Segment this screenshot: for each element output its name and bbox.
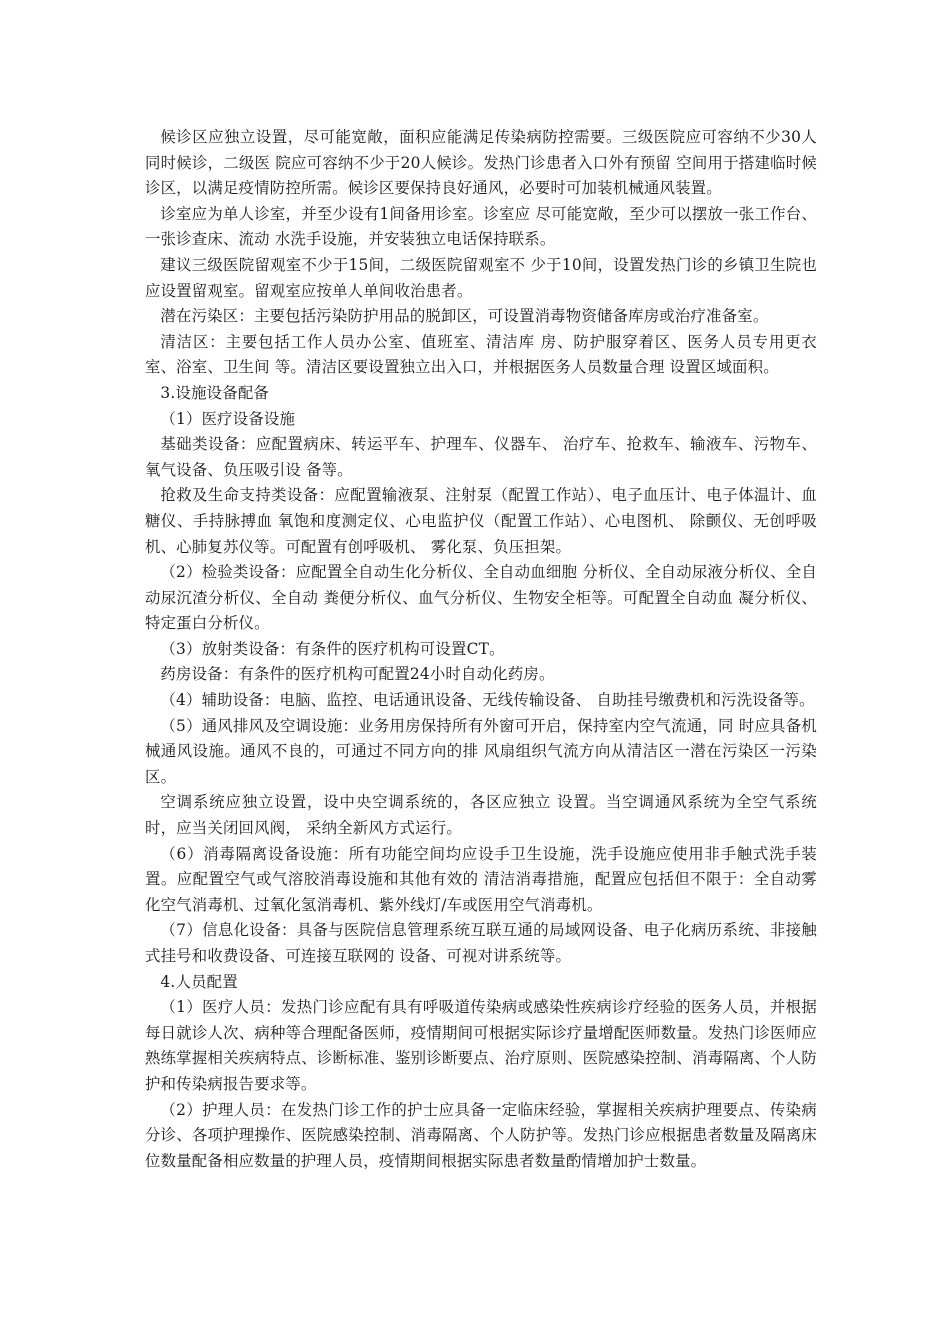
paragraph-radiology-equipment: （3）放射类设备：有条件的医疗机构可设置CT。 (160, 639, 505, 658)
paragraph-information-equipment: （7）信息化设备：具备与医院信息管理系统互联互通的局域网设备、电子化病历系统、非接触式挂号和收费设备、可连接互联网的 设备、可视对讲系统等。 (145, 921, 817, 965)
paragraph-waiting-area: 候诊区应独立设置，尽可能宽敞，面积应能满足传染病防控需要。三级医院应可容纳不少30人同时候诊，二级医 院应可容纳不少于20人候诊。发热门诊患者入口外有预留 空间用于搭建临时候诊区，以满足疫情防控所需。候诊区要保持良好通风，必要时可加装机械通风装置。 (145, 128, 817, 198)
subheading-medical-equipment: （1）医疗设备设施 (160, 409, 296, 428)
paragraph-disinfection: （6）消毒隔离设备设施：所有功能空间均应设手卫生设施，洗手设施应使用非手触式洗手装置。应配置空气或气溶胶消毒设施和其他有效的 清洁消毒措施，配置应包括但不限于：全自动雾化空气消毒机、过氧化氢消毒机、紫外线灯/车或医用空气消毒机。 (145, 844, 817, 914)
paragraph-lab-equipment: （2）检验类设备：应配置全自动生化分析仪、全自动血细胞 分析仪、全自动尿液分析仪、全自动尿沉渣分析仪、全自动 粪便分析仪、血气分析仪、生物安全柜等。可配置全自动血 凝分析仪、特定蛋白分析仪。 (145, 563, 817, 633)
paragraph-potential-contamination-zone: 潜在污染区：主要包括污染防护用品的脱卸区，可设置消毒物资储备库房或治疗准备室。 (160, 307, 769, 326)
document-page (145, 125, 817, 1174)
paragraph-consult-room: 诊室应为单人诊室，并至少设有1间备用诊室。诊室应 尽可能宽敞，至少可以摆放一张工作台、一张诊查床、流动 水洗手设施，并安装独立电话保持联系。 (145, 204, 817, 249)
paragraph-nursing-staff: （2）护理人员：在发热门诊工作的护士应具备一定临床经验，掌握相关疾病护理要点、传染病分诊、各项护理操作、医院感染控制、消毒隔离、个人防护等。发热门诊应根据患者数量及隔离床位数量配备相应数量的护理人员，疫情期间根据实际患者数量酌情增加护士数量。 (145, 1100, 817, 1170)
paragraph-medical-staff: （1）医疗人员：发热门诊应配有具有呼吸道传染病或感染性疾病诊疗经验的医务人员，并根据每日就诊人次、病种等合理配备医师，疫情期间可根据实际诊疗量增配医师数量。发热门诊医师应熟练掌握相关疾病特点、诊断标准、鉴别诊断要点、治疗原则、医院感染控制、消毒隔离、个人防护和传染病报告要求等。 (145, 998, 817, 1093)
paragraph-basic-equipment: 基础类设备：应配置病床、转运平车、护理车、仪器车、 治疗车、抢救车、输液车、污物车、氧气设备、负压吸引设 备等。 (145, 435, 817, 479)
paragraph-ventilation: （5）通风排风及空调设施：业务用房保持所有外窗可开启，保持室内空气流通，同 时应具备机械通风设施。通风不良的，可通过不同方向的排 风扇组织气流方向从清洁区一潜在污染区一污染区。 (145, 716, 817, 786)
paragraph-auxiliary-equipment: （4）辅助设备：电脑、监控、电话通讯设备、无线传输设备、 自助挂号缴费机和污洗设备等。 (160, 691, 815, 710)
paragraph-observation-room: 建议三级医院留观室不少于15间，二级医院留观室不 少于10间，设置发热门诊的乡镇卫生院也应设置留观室。留观室应按单人单间收治患者。 (145, 255, 817, 300)
section-heading-staffing: 4.人员配置 (160, 972, 238, 991)
paragraph-air-conditioning: 空调系统应独立设置，设中央空调系统的，各区应独立 设置。当空调通风系统为全空气系统时，应当关闭回风阀， 采纳全新风方式运行。 (145, 793, 817, 838)
section-heading-facilities: 3.设施设备配备 (160, 383, 270, 402)
paragraph-pharmacy-equipment: 药房设备：有条件的医疗机构可配置24小时自动化药房。 (160, 665, 555, 684)
paragraph-life-support-equipment: 抢救及生命支持类设备：应配置输液泵、注射泵（配置工作站）、电子血压计、电子体温计、血糖仪、手持脉搏血 氧饱和度测定仪、心电监护仪（配置工作站）、心电图机、 除颤仪、无创呼吸机、心肺复苏仪等。可配置有创呼吸机、 雾化泵、负压担架。 (145, 486, 817, 556)
paragraph-clean-zone: 清洁区：主要包括工作人员办公室、值班室、清洁库 房、防护服穿着区、医务人员专用更衣室、浴室、卫生间 等。清洁区要设置独立出入口，并根据医务人员数量合理 设置区域面积。 (145, 332, 817, 377)
